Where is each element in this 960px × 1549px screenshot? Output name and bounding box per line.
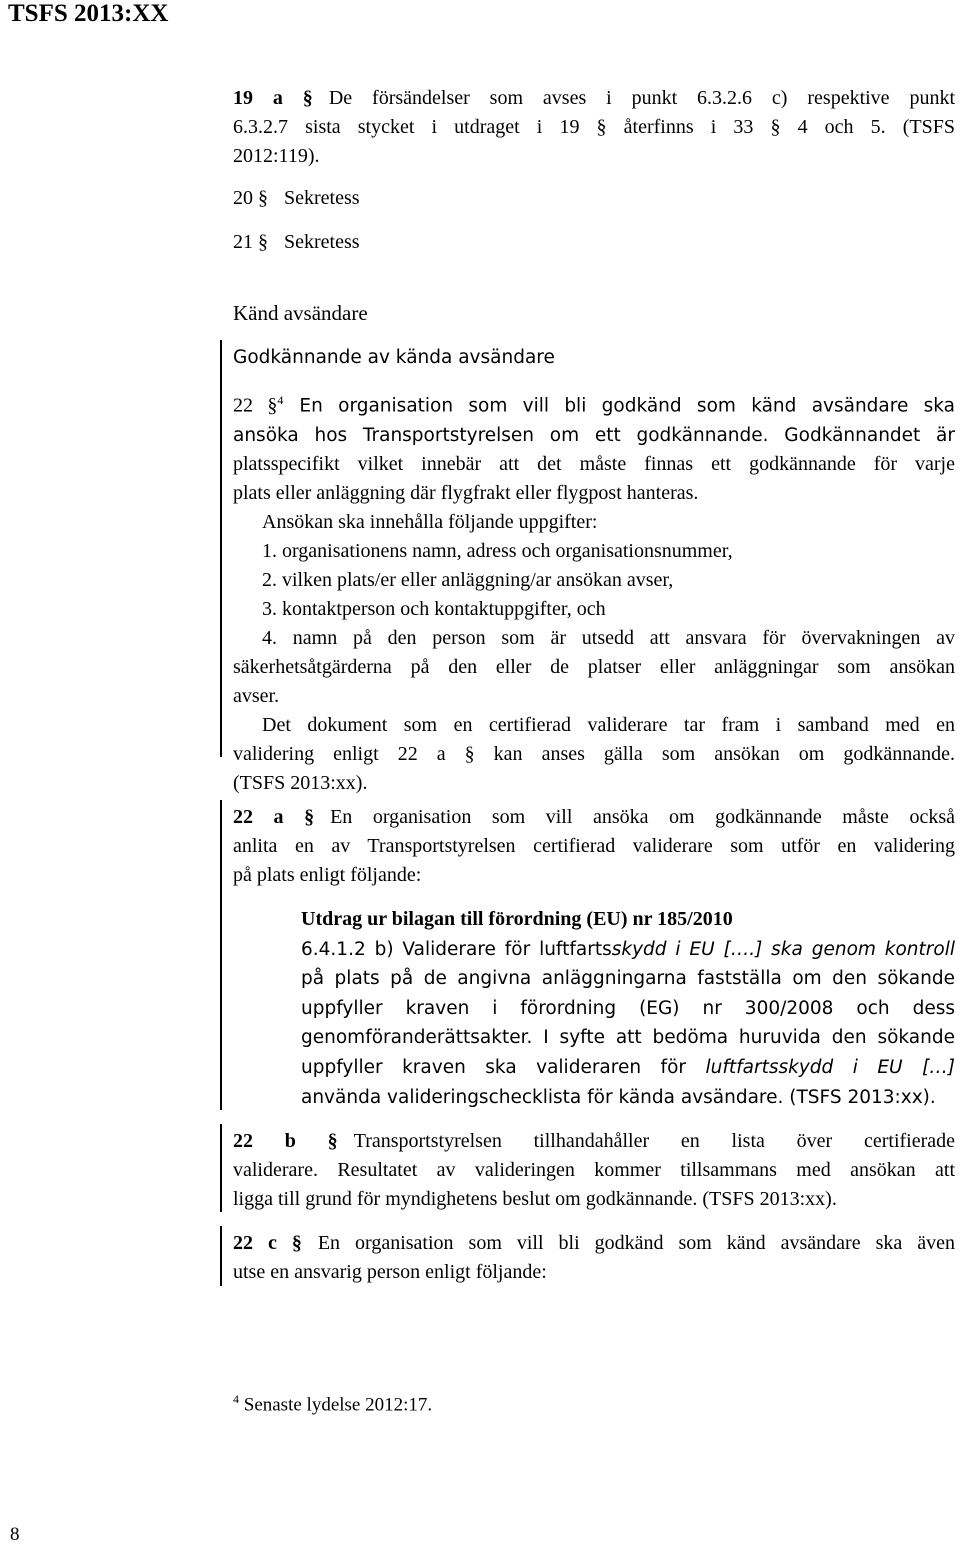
excerpt-title: Utdrag ur bilagan till förordning (EU) nr 185/2010	[301, 908, 733, 930]
paragraph-20	[233, 184, 955, 213]
excerpt-text: använda valideringschecklista för kända avsändare. (TSFS 2013:xx).	[301, 1086, 936, 1108]
paragraph-text: validering enligt 22 a § kan anses gälla som ansökan om godkännande.	[233, 742, 955, 765]
paragraph-text: De försändelser som avses i punkt 6.3.2.6 c) respektive punkt	[328, 87, 956, 109]
paragraph-text: Transportstyrelsen tillhandahåller en lista över certifierade	[353, 1130, 956, 1152]
excerpt-text: luftfartsskydd i EU […]	[705, 1056, 956, 1078]
list-item: avser.	[233, 684, 280, 707]
excerpt-text: skydd i EU [….] ska genom kontroll	[611, 938, 955, 960]
page-number: 8	[10, 1524, 20, 1545]
paragraph-text: En organisation som vill bli godkänd som känd avsändare ska även	[317, 1232, 955, 1254]
paragraph-text: på plats enligt följande:	[233, 864, 422, 886]
excerpt-text: uppfyller kraven ska valideraren för	[301, 1056, 706, 1078]
excerpt-text: på plats på de angivna anläggningarna fastställa om den sökande	[301, 968, 955, 990]
section-number: 22 §	[233, 394, 278, 417]
paragraph-text: Det dokument som en certifierad validerare tar fram i samband med en	[262, 713, 955, 736]
footnote	[233, 1392, 432, 1416]
list-item: 4. namn på den person som är utsedd att ansvara för övervakningen av	[262, 626, 955, 649]
paragraph-text: Sekretess	[284, 187, 360, 209]
section-number: 22 b §	[233, 1130, 338, 1152]
paragraph-text: 2012:119).	[233, 145, 320, 167]
footnote-ref: 4	[277, 393, 284, 407]
paragraph-22b	[233, 1127, 955, 1214]
change-bar	[220, 800, 222, 1110]
paragraph-19a	[233, 84, 955, 171]
footnote-number: 4	[233, 1392, 239, 1406]
excerpt-text: 6.4.1.2 b) Validerare för luftfarts	[301, 938, 612, 960]
list-item: 3. kontaktperson och kontaktuppgifter, och	[262, 597, 606, 620]
list-item: 2. vilken plats/er eller anläggning/ar ansökan avser,	[262, 568, 674, 591]
paragraph-text: ansöka hos Transportstyrelsen om ett godkännande. Godkännandet är	[233, 424, 955, 446]
paragraph-22c	[233, 1229, 955, 1287]
paragraph-text: Sekretess	[284, 231, 360, 253]
excerpt-text: uppfyller kraven i förordning (EG) nr 300/2008 och dess	[301, 997, 955, 1019]
paragraph-text: plats eller anläggning där flygfrakt eller flygpost hanteras.	[233, 481, 699, 504]
paragraph-text: Ansökan ska innehålla följande uppgifter:	[262, 510, 598, 533]
section-heading: Känd avsändare	[233, 301, 368, 325]
section-number: 20 §	[233, 187, 268, 209]
excerpt-text: genomföranderättsakter. I syfte att bedöma huruvida den sökande	[301, 1027, 955, 1049]
paragraph-text: (TSFS 2013:xx).	[233, 771, 368, 794]
paragraph-text: 6.3.2.7 sista stycket i utdraget i 19 § återfinns i 33 § 4 och 5. (TSFS	[233, 116, 955, 138]
paragraph-text: En organisation som vill bli godkänd som känd avsändare ska	[299, 395, 955, 417]
paragraph-text: utse en ansvarig person enligt följande:	[233, 1261, 547, 1283]
paragraph-22a	[233, 803, 955, 890]
section-number: 22 a §	[233, 806, 315, 828]
change-bar	[220, 340, 222, 757]
section-number: 21 §	[233, 231, 268, 253]
list-item: 1. organisationens namn, adress och organisationsnummer,	[262, 539, 733, 562]
document-header: TSFS 2013:XX	[8, 0, 169, 27]
paragraph-text: En organisation som vill ansöka om godkännande måste också	[330, 806, 955, 828]
regulation-excerpt	[301, 905, 955, 1112]
paragraph-21	[233, 228, 955, 257]
footnote-text: Senaste lydelse 2012:17.	[243, 1394, 433, 1416]
paragraph-text: anlita en av Transportstyrelsen certifierad validerare som utför en validering	[233, 835, 955, 857]
section-subheading: Godkännande av kända avsändare	[233, 347, 555, 368]
change-bar	[220, 1226, 222, 1286]
paragraph-text: validerare. Resultatet av valideringen kommer tillsammans med ansökan att	[233, 1159, 955, 1181]
change-bar	[220, 1124, 222, 1212]
section-number: 19 a §	[233, 87, 313, 109]
paragraph-text: platsspecifikt vilket innebär att det måste finnas ett godkännande för varje	[233, 452, 955, 475]
section-number: 22 c §	[233, 1232, 302, 1254]
paragraph-text: ligga till grund för myndighetens beslut om godkännande. (TSFS 2013:xx).	[233, 1188, 837, 1210]
list-item: säkerhetsåtgärderna på den eller de platser eller anläggningar som ansökan	[233, 655, 955, 678]
paragraph-22	[233, 386, 955, 798]
